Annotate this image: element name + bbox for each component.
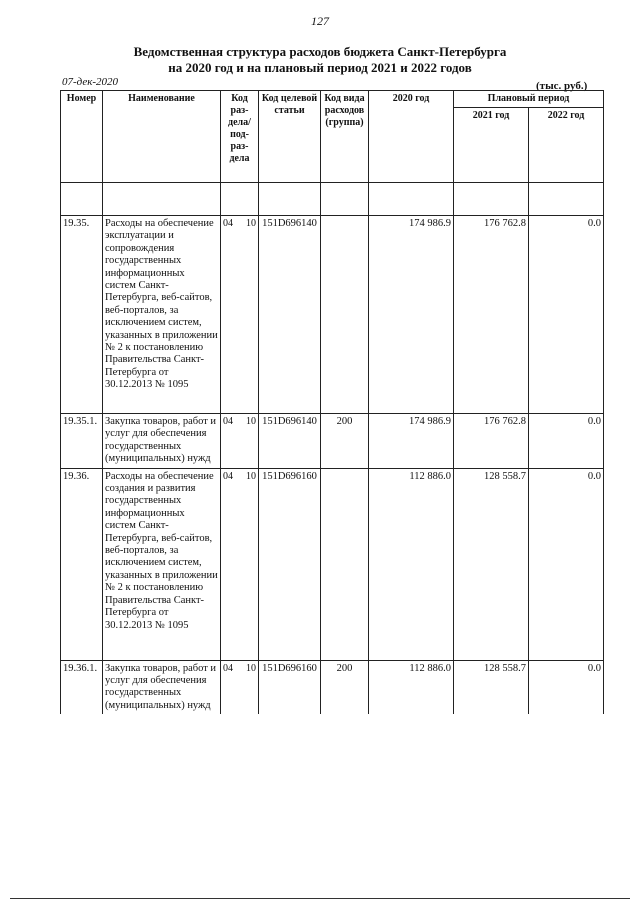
row-number: 19.35. [61,216,103,414]
row-target-code: 151D696140 [259,216,321,414]
row-target-code: 151D696140 [259,414,321,469]
row-name: Закупка товаров, работ и услуг для обеспечения государственных (муниципальных) нужд [103,414,221,469]
row-expense-type [321,216,369,414]
row-amount-2022: 0.0 [529,660,604,714]
header-plan-period: Плановый период [454,91,604,108]
row-amount-2020: 112 886.0 [369,660,454,714]
row-name: Расходы на обеспечение эксплуатации и сопровождения государственных информационных систем Санкт-Петербурга, веб-сайтов, веб-порталов, за исключением систем, указанных в приложении № 2 к постановлению Правительства Санкт-Петербурга от 30.12.2013 № 1095 [103,216,221,414]
row-section [221,216,259,414]
header-2021: 2021 год [454,108,529,183]
row-name: Закупка товаров, работ и услуг для обеспечения государственных (муниципальных) нужд [103,660,221,714]
row-amount-2022: 0.0 [529,216,604,414]
row-section [221,414,259,469]
row-target-code: 151D696160 [259,468,321,660]
header-name: Наименование [103,91,221,183]
row-expense-type [321,468,369,660]
row-subsection-code: 10 [246,470,256,482]
budget-table [60,90,604,714]
header-target: Код целевой статьи [259,91,321,183]
header-section: Код раз- дела/ под- раз- дела [221,91,259,183]
row-section-code: 04 [223,662,233,674]
row-section-code: 04 [223,416,233,427]
row-expense-type: 200 [321,414,369,469]
page-number: 127 [311,14,329,28]
unit-label: (тыс. руб.) [536,80,588,92]
row-section [221,468,259,660]
row-expense-type: 200 [321,660,369,714]
row-amount-2021: 128 558.7 [454,468,529,660]
document-title [0,44,640,76]
row-number: 19.36. [61,468,103,660]
row-amount-2021: 176 762.8 [454,216,529,414]
row-amount-2020: 174 986.9 [369,414,454,469]
table-row [61,216,604,414]
row-subsection-code: 10 [246,662,256,674]
header-number: Номер [61,91,103,183]
row-amount-2022: 0.0 [529,414,604,469]
header-row-1 [61,91,604,108]
row-amount-2021: 128 558.7 [454,660,529,714]
title-line-1: Ведомственная структура расходов бюджета Санкт-Петербурга [133,44,507,59]
row-number: 19.36.1. [61,660,103,714]
page-bottom-rule [10,898,630,899]
row-amount-2021: 176 762.8 [454,414,529,469]
header-expense-type: Код вида расходов (группа) [321,91,369,183]
row-number: 19.35.1. [61,414,103,469]
row-name: Расходы на обеспечение создания и развития государственных информационных систем Санкт-Петербурга, веб-сайтов, веб-порталов, за исключением систем, указанных в приложении № 2 к постановлению Правительства Санкт-Петербурга от 30.12.2013 № 1095 [103,468,221,660]
row-subsection-code: 10 [246,218,256,229]
row-amount-2020: 112 886.0 [369,468,454,660]
header-2022: 2022 год [529,108,604,183]
row-section [221,660,259,714]
document-date: 07-дек-2020 [62,76,119,88]
row-amount-2022: 0.0 [529,468,604,660]
row-amount-2020: 174 986.9 [369,216,454,414]
header-2020: 2020 год [369,91,454,183]
table-row [61,468,604,660]
row-section-code: 04 [223,470,233,482]
spacer-row [61,183,604,216]
row-target-code: 151D696160 [259,660,321,714]
row-subsection-code: 10 [246,416,256,427]
table-row [61,660,604,714]
table-row [61,414,604,469]
row-section-code: 04 [223,218,233,229]
title-line-2: на 2020 год и на плановый период 2021 и 2022 годов [168,60,472,75]
